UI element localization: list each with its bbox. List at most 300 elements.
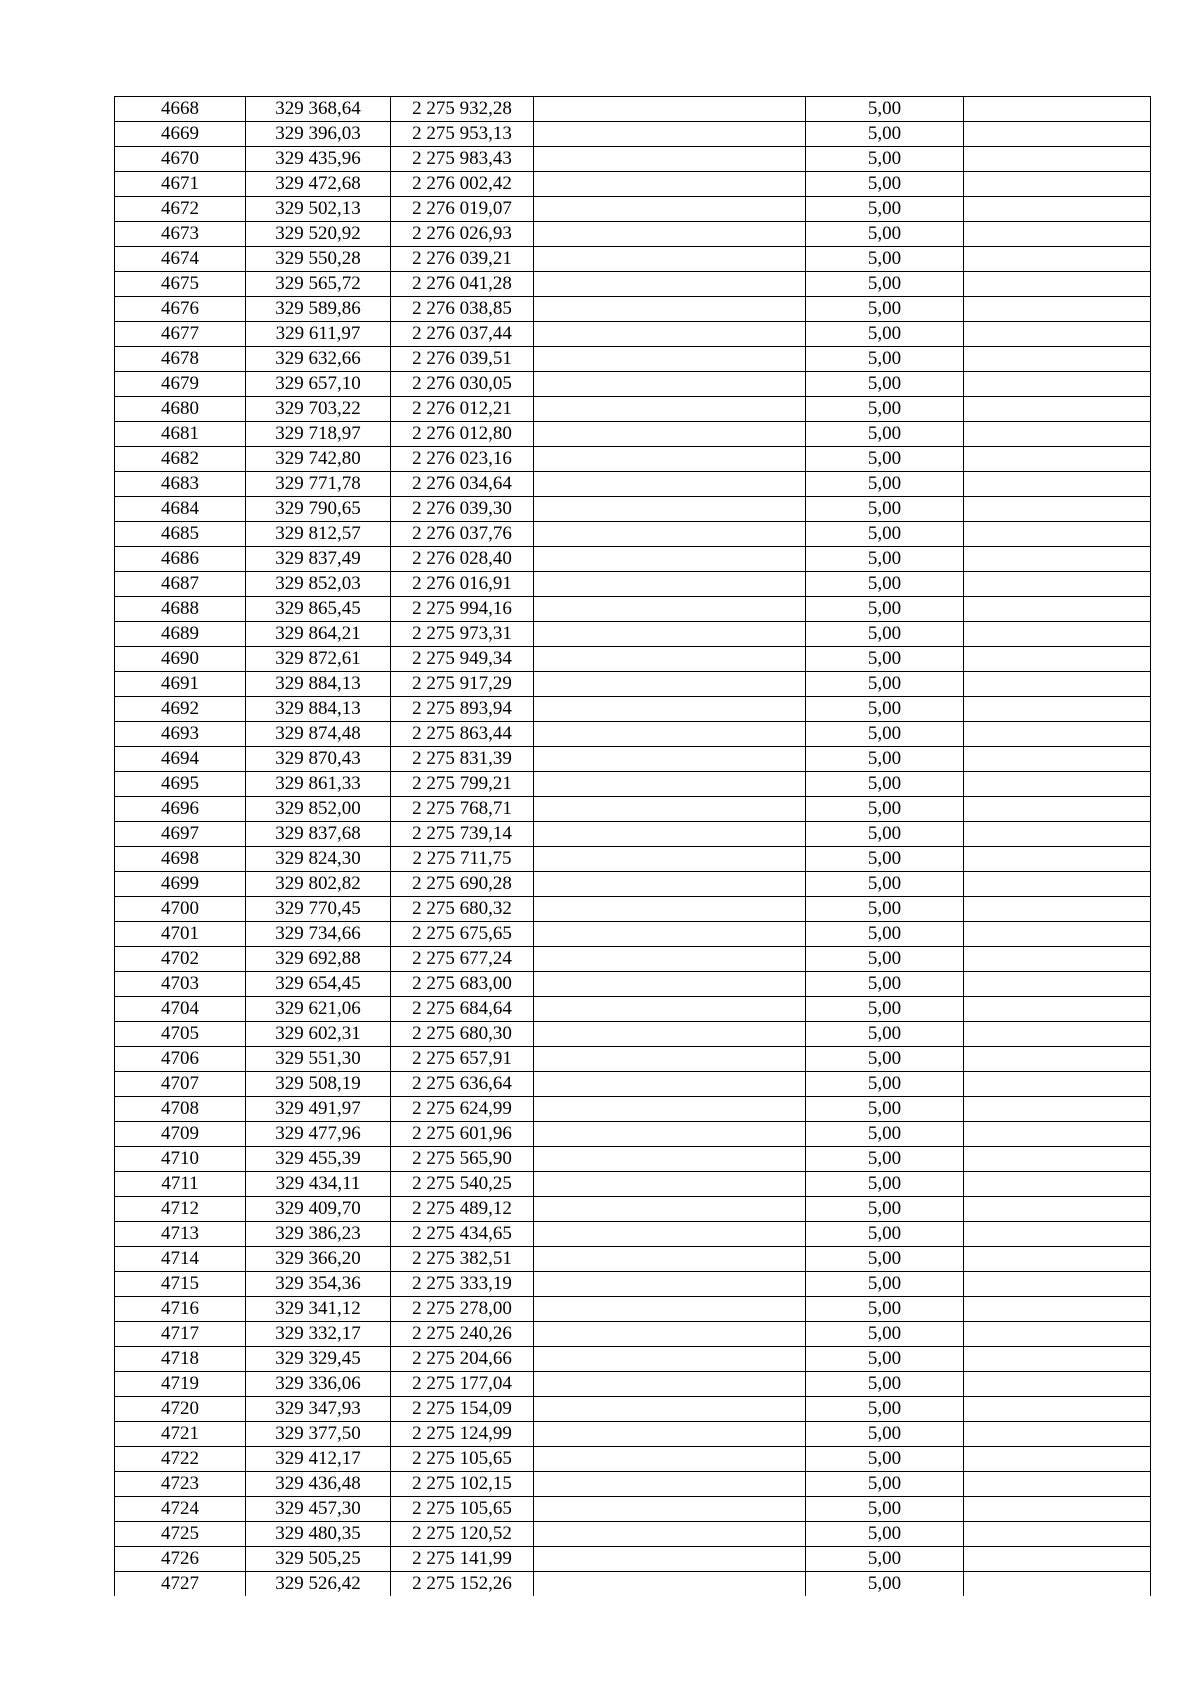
table-row	[115, 497, 1151, 522]
point-number-cell: 4711	[115, 1172, 246, 1197]
empty-cell	[964, 772, 1151, 797]
point-number-cell: 4723	[115, 1472, 246, 1497]
empty-cell	[964, 897, 1151, 922]
empty-cell	[534, 997, 806, 1022]
point-number-cell: 4717	[115, 1322, 246, 1347]
value-cell: 5,00	[806, 797, 964, 822]
y-coordinate-cell: 2 275 677,24	[391, 947, 534, 972]
empty-cell	[534, 897, 806, 922]
table-row	[115, 1147, 1151, 1172]
empty-cell	[534, 1122, 806, 1147]
x-coordinate-cell: 329 703,22	[246, 397, 391, 422]
table-row	[115, 972, 1151, 997]
empty-cell	[964, 572, 1151, 597]
x-coordinate-cell: 329 734,66	[246, 922, 391, 947]
y-coordinate-cell: 2 275 683,00	[391, 972, 534, 997]
point-number-cell: 4720	[115, 1397, 246, 1422]
x-coordinate-cell: 329 455,39	[246, 1147, 391, 1172]
table-row	[115, 872, 1151, 897]
empty-cell	[964, 1297, 1151, 1322]
x-coordinate-cell: 329 657,10	[246, 372, 391, 397]
empty-cell	[964, 997, 1151, 1022]
table-row	[115, 997, 1151, 1022]
table-row	[115, 897, 1151, 922]
x-coordinate-cell: 329 870,43	[246, 747, 391, 772]
empty-cell	[534, 1072, 806, 1097]
table-row	[115, 1047, 1151, 1072]
empty-cell	[534, 322, 806, 347]
point-number-cell: 4716	[115, 1297, 246, 1322]
point-number-cell: 4671	[115, 172, 246, 197]
x-coordinate-cell: 329 435,96	[246, 147, 391, 172]
table-row	[115, 722, 1151, 747]
empty-cell	[964, 697, 1151, 722]
empty-cell	[534, 747, 806, 772]
value-cell: 5,00	[806, 597, 964, 622]
table-row	[115, 397, 1151, 422]
empty-cell	[534, 772, 806, 797]
table-row	[115, 622, 1151, 647]
document-page	[114, 96, 1150, 1596]
x-coordinate-cell: 329 477,96	[246, 1122, 391, 1147]
y-coordinate-cell: 2 275 657,91	[391, 1047, 534, 1072]
value-cell: 5,00	[806, 1022, 964, 1047]
value-cell: 5,00	[806, 1347, 964, 1372]
empty-cell	[964, 1422, 1151, 1447]
empty-cell	[964, 1447, 1151, 1472]
point-number-cell: 4685	[115, 522, 246, 547]
empty-cell	[534, 1422, 806, 1447]
table-row	[115, 422, 1151, 447]
table-row	[115, 822, 1151, 847]
y-coordinate-cell: 2 275 636,64	[391, 1072, 534, 1097]
empty-cell	[964, 122, 1151, 147]
x-coordinate-cell: 329 368,64	[246, 97, 391, 122]
y-coordinate-cell: 2 275 768,71	[391, 797, 534, 822]
value-cell: 5,00	[806, 572, 964, 597]
empty-cell	[534, 422, 806, 447]
y-coordinate-cell: 2 275 949,34	[391, 647, 534, 672]
x-coordinate-cell: 329 872,61	[246, 647, 391, 672]
value-cell: 5,00	[806, 1147, 964, 1172]
empty-cell	[534, 797, 806, 822]
value-cell: 5,00	[806, 197, 964, 222]
x-coordinate-cell: 329 621,06	[246, 997, 391, 1022]
empty-cell	[964, 972, 1151, 997]
y-coordinate-cell: 2 275 240,26	[391, 1322, 534, 1347]
point-number-cell: 4682	[115, 447, 246, 472]
table-row	[115, 1097, 1151, 1122]
empty-cell	[534, 172, 806, 197]
y-coordinate-cell: 2 276 034,64	[391, 472, 534, 497]
point-number-cell: 4699	[115, 872, 246, 897]
x-coordinate-cell: 329 824,30	[246, 847, 391, 872]
value-cell: 5,00	[806, 372, 964, 397]
y-coordinate-cell: 2 275 994,16	[391, 597, 534, 622]
x-coordinate-cell: 329 436,48	[246, 1472, 391, 1497]
table-body	[115, 97, 1151, 1597]
x-coordinate-cell: 329 434,11	[246, 1172, 391, 1197]
table-row	[115, 1547, 1151, 1572]
y-coordinate-cell: 2 275 278,00	[391, 1297, 534, 1322]
empty-cell	[534, 1497, 806, 1522]
point-number-cell: 4683	[115, 472, 246, 497]
empty-cell	[534, 572, 806, 597]
point-number-cell: 4701	[115, 922, 246, 947]
y-coordinate-cell: 2 275 983,43	[391, 147, 534, 172]
x-coordinate-cell: 329 770,45	[246, 897, 391, 922]
table-row	[115, 97, 1151, 122]
table-row	[115, 1072, 1151, 1097]
point-number-cell: 4724	[115, 1497, 246, 1522]
value-cell: 5,00	[806, 1472, 964, 1497]
empty-cell	[534, 472, 806, 497]
y-coordinate-cell: 2 275 690,28	[391, 872, 534, 897]
table-row	[115, 322, 1151, 347]
x-coordinate-cell: 329 480,35	[246, 1522, 391, 1547]
point-number-cell: 4687	[115, 572, 246, 597]
empty-cell	[964, 1397, 1151, 1422]
y-coordinate-cell: 2 275 124,99	[391, 1422, 534, 1447]
point-number-cell: 4684	[115, 497, 246, 522]
empty-cell	[534, 197, 806, 222]
x-coordinate-cell: 329 602,31	[246, 1022, 391, 1047]
value-cell: 5,00	[806, 1172, 964, 1197]
y-coordinate-cell: 2 275 680,30	[391, 1022, 534, 1047]
table-row	[115, 197, 1151, 222]
empty-cell	[964, 97, 1151, 122]
empty-cell	[964, 872, 1151, 897]
empty-cell	[534, 1222, 806, 1247]
x-coordinate-cell: 329 341,12	[246, 1297, 391, 1322]
x-coordinate-cell: 329 718,97	[246, 422, 391, 447]
empty-cell	[534, 947, 806, 972]
value-cell: 5,00	[806, 1372, 964, 1397]
point-number-cell: 4713	[115, 1222, 246, 1247]
empty-cell	[964, 822, 1151, 847]
table-row	[115, 922, 1151, 947]
x-coordinate-cell: 329 692,88	[246, 947, 391, 972]
point-number-cell: 4709	[115, 1122, 246, 1147]
empty-cell	[964, 797, 1151, 822]
empty-cell	[534, 847, 806, 872]
x-coordinate-cell: 329 865,45	[246, 597, 391, 622]
empty-cell	[964, 647, 1151, 672]
table-row	[115, 697, 1151, 722]
table-row	[115, 272, 1151, 297]
value-cell: 5,00	[806, 1047, 964, 1072]
value-cell: 5,00	[806, 547, 964, 572]
table-row	[115, 1322, 1151, 1347]
point-number-cell: 4675	[115, 272, 246, 297]
y-coordinate-cell: 2 275 739,14	[391, 822, 534, 847]
empty-cell	[534, 1447, 806, 1472]
empty-cell	[534, 597, 806, 622]
point-number-cell: 4702	[115, 947, 246, 972]
table-row	[115, 547, 1151, 572]
table-row	[115, 1297, 1151, 1322]
x-coordinate-cell: 329 632,66	[246, 347, 391, 372]
value-cell: 5,00	[806, 247, 964, 272]
y-coordinate-cell: 2 275 831,39	[391, 747, 534, 772]
y-coordinate-cell: 2 275 120,52	[391, 1522, 534, 1547]
y-coordinate-cell: 2 275 333,19	[391, 1272, 534, 1297]
empty-cell	[534, 1372, 806, 1397]
point-number-cell: 4698	[115, 847, 246, 872]
value-cell: 5,00	[806, 997, 964, 1022]
y-coordinate-cell: 2 276 037,44	[391, 322, 534, 347]
value-cell: 5,00	[806, 122, 964, 147]
empty-cell	[534, 1347, 806, 1372]
x-coordinate-cell: 329 654,45	[246, 972, 391, 997]
y-coordinate-cell: 2 275 540,25	[391, 1172, 534, 1197]
table-row	[115, 1197, 1151, 1222]
value-cell: 5,00	[806, 447, 964, 472]
x-coordinate-cell: 329 409,70	[246, 1197, 391, 1222]
empty-cell	[964, 1347, 1151, 1372]
y-coordinate-cell: 2 276 023,16	[391, 447, 534, 472]
empty-cell	[534, 372, 806, 397]
y-coordinate-cell: 2 276 038,85	[391, 297, 534, 322]
value-cell: 5,00	[806, 622, 964, 647]
value-cell: 5,00	[806, 297, 964, 322]
table-row	[115, 1247, 1151, 1272]
empty-cell	[964, 272, 1151, 297]
x-coordinate-cell: 329 472,68	[246, 172, 391, 197]
empty-cell	[964, 847, 1151, 872]
x-coordinate-cell: 329 790,65	[246, 497, 391, 522]
value-cell: 5,00	[806, 1322, 964, 1347]
empty-cell	[534, 547, 806, 572]
y-coordinate-cell: 2 276 019,07	[391, 197, 534, 222]
empty-cell	[964, 1147, 1151, 1172]
table-row	[115, 1372, 1151, 1397]
table-row	[115, 1422, 1151, 1447]
value-cell: 5,00	[806, 322, 964, 347]
point-number-cell: 4693	[115, 722, 246, 747]
value-cell: 5,00	[806, 1397, 964, 1422]
table-row	[115, 747, 1151, 772]
empty-cell	[534, 822, 806, 847]
y-coordinate-cell: 2 275 382,51	[391, 1247, 534, 1272]
empty-cell	[534, 297, 806, 322]
value-cell: 5,00	[806, 397, 964, 422]
x-coordinate-cell: 329 336,06	[246, 1372, 391, 1397]
y-coordinate-cell: 2 276 030,05	[391, 372, 534, 397]
empty-cell	[964, 147, 1151, 172]
empty-cell	[534, 447, 806, 472]
empty-cell	[964, 1222, 1151, 1247]
y-coordinate-cell: 2 275 204,66	[391, 1347, 534, 1372]
point-number-cell: 4727	[115, 1572, 246, 1597]
table-row	[115, 172, 1151, 197]
table-row	[115, 1522, 1151, 1547]
x-coordinate-cell: 329 551,30	[246, 1047, 391, 1072]
empty-cell	[534, 247, 806, 272]
point-number-cell: 4721	[115, 1422, 246, 1447]
y-coordinate-cell: 2 276 002,42	[391, 172, 534, 197]
empty-cell	[534, 97, 806, 122]
table-row	[115, 1272, 1151, 1297]
value-cell: 5,00	[806, 947, 964, 972]
value-cell: 5,00	[806, 422, 964, 447]
empty-cell	[534, 697, 806, 722]
empty-cell	[964, 372, 1151, 397]
empty-cell	[534, 1097, 806, 1122]
point-number-cell: 4694	[115, 747, 246, 772]
y-coordinate-cell: 2 275 624,99	[391, 1097, 534, 1122]
table-row	[115, 1497, 1151, 1522]
value-cell: 5,00	[806, 497, 964, 522]
y-coordinate-cell: 2 276 039,21	[391, 247, 534, 272]
x-coordinate-cell: 329 742,80	[246, 447, 391, 472]
y-coordinate-cell: 2 276 039,30	[391, 497, 534, 522]
y-coordinate-cell: 2 275 105,65	[391, 1497, 534, 1522]
empty-cell	[964, 422, 1151, 447]
value-cell: 5,00	[806, 1522, 964, 1547]
empty-cell	[964, 547, 1151, 572]
coordinates-table	[114, 96, 1151, 1596]
table-row	[115, 1172, 1151, 1197]
value-cell: 5,00	[806, 97, 964, 122]
x-coordinate-cell: 329 505,25	[246, 1547, 391, 1572]
point-number-cell: 4712	[115, 1197, 246, 1222]
point-number-cell: 4680	[115, 397, 246, 422]
table-row	[115, 847, 1151, 872]
empty-cell	[534, 1172, 806, 1197]
point-number-cell: 4704	[115, 997, 246, 1022]
x-coordinate-cell: 329 508,19	[246, 1072, 391, 1097]
empty-cell	[534, 1522, 806, 1547]
table-row	[115, 247, 1151, 272]
y-coordinate-cell: 2 276 028,40	[391, 547, 534, 572]
empty-cell	[534, 1147, 806, 1172]
empty-cell	[964, 672, 1151, 697]
value-cell: 5,00	[806, 747, 964, 772]
x-coordinate-cell: 329 812,57	[246, 522, 391, 547]
empty-cell	[534, 972, 806, 997]
empty-cell	[534, 1472, 806, 1497]
value-cell: 5,00	[806, 272, 964, 297]
empty-cell	[964, 197, 1151, 222]
y-coordinate-cell: 2 275 489,12	[391, 1197, 534, 1222]
y-coordinate-cell: 2 275 154,09	[391, 1397, 534, 1422]
empty-cell	[964, 297, 1151, 322]
value-cell: 5,00	[806, 472, 964, 497]
empty-cell	[534, 722, 806, 747]
table-row	[115, 797, 1151, 822]
x-coordinate-cell: 329 802,82	[246, 872, 391, 897]
value-cell: 5,00	[806, 347, 964, 372]
empty-cell	[964, 322, 1151, 347]
value-cell: 5,00	[806, 1297, 964, 1322]
table-row	[115, 1472, 1151, 1497]
point-number-cell: 4708	[115, 1097, 246, 1122]
empty-cell	[964, 1097, 1151, 1122]
y-coordinate-cell: 2 275 799,21	[391, 772, 534, 797]
table-row	[115, 1022, 1151, 1047]
table-row	[115, 122, 1151, 147]
empty-cell	[534, 522, 806, 547]
y-coordinate-cell: 2 276 041,28	[391, 272, 534, 297]
empty-cell	[964, 1572, 1151, 1597]
table-row	[115, 522, 1151, 547]
y-coordinate-cell: 2 276 037,76	[391, 522, 534, 547]
table-row	[115, 572, 1151, 597]
point-number-cell: 4670	[115, 147, 246, 172]
table-row	[115, 1447, 1151, 1472]
value-cell: 5,00	[806, 1547, 964, 1572]
point-number-cell: 4718	[115, 1347, 246, 1372]
point-number-cell: 4672	[115, 197, 246, 222]
empty-cell	[534, 922, 806, 947]
empty-cell	[964, 622, 1151, 647]
value-cell: 5,00	[806, 672, 964, 697]
table-row	[115, 597, 1151, 622]
value-cell: 5,00	[806, 1247, 964, 1272]
value-cell: 5,00	[806, 147, 964, 172]
empty-cell	[534, 1572, 806, 1597]
empty-cell	[534, 1047, 806, 1072]
table-row	[115, 147, 1151, 172]
empty-cell	[534, 1397, 806, 1422]
value-cell: 5,00	[806, 647, 964, 672]
x-coordinate-cell: 329 550,28	[246, 247, 391, 272]
table-row	[115, 647, 1151, 672]
y-coordinate-cell: 2 275 917,29	[391, 672, 534, 697]
empty-cell	[964, 247, 1151, 272]
empty-cell	[964, 347, 1151, 372]
value-cell: 5,00	[806, 1422, 964, 1447]
table-row	[115, 347, 1151, 372]
point-number-cell: 4696	[115, 797, 246, 822]
y-coordinate-cell: 2 275 973,31	[391, 622, 534, 647]
y-coordinate-cell: 2 275 680,32	[391, 897, 534, 922]
empty-cell	[964, 497, 1151, 522]
x-coordinate-cell: 329 837,49	[246, 547, 391, 572]
x-coordinate-cell: 329 771,78	[246, 472, 391, 497]
y-coordinate-cell: 2 275 434,65	[391, 1222, 534, 1247]
point-number-cell: 4714	[115, 1247, 246, 1272]
y-coordinate-cell: 2 276 026,93	[391, 222, 534, 247]
empty-cell	[534, 272, 806, 297]
table-row	[115, 1122, 1151, 1147]
empty-cell	[534, 1247, 806, 1272]
x-coordinate-cell: 329 396,03	[246, 122, 391, 147]
empty-cell	[964, 922, 1151, 947]
y-coordinate-cell: 2 275 675,65	[391, 922, 534, 947]
point-number-cell: 4707	[115, 1072, 246, 1097]
empty-cell	[964, 1322, 1151, 1347]
y-coordinate-cell: 2 276 012,80	[391, 422, 534, 447]
y-coordinate-cell: 2 275 684,64	[391, 997, 534, 1022]
point-number-cell: 4691	[115, 672, 246, 697]
point-number-cell: 4690	[115, 647, 246, 672]
point-number-cell: 4674	[115, 247, 246, 272]
point-number-cell: 4686	[115, 547, 246, 572]
x-coordinate-cell: 329 884,13	[246, 672, 391, 697]
value-cell: 5,00	[806, 972, 964, 997]
value-cell: 5,00	[806, 1272, 964, 1297]
empty-cell	[534, 1022, 806, 1047]
table-row	[115, 947, 1151, 972]
y-coordinate-cell: 2 275 953,13	[391, 122, 534, 147]
point-number-cell: 4668	[115, 97, 246, 122]
table-row	[115, 297, 1151, 322]
point-number-cell: 4705	[115, 1022, 246, 1047]
point-number-cell: 4726	[115, 1547, 246, 1572]
value-cell: 5,00	[806, 1447, 964, 1472]
